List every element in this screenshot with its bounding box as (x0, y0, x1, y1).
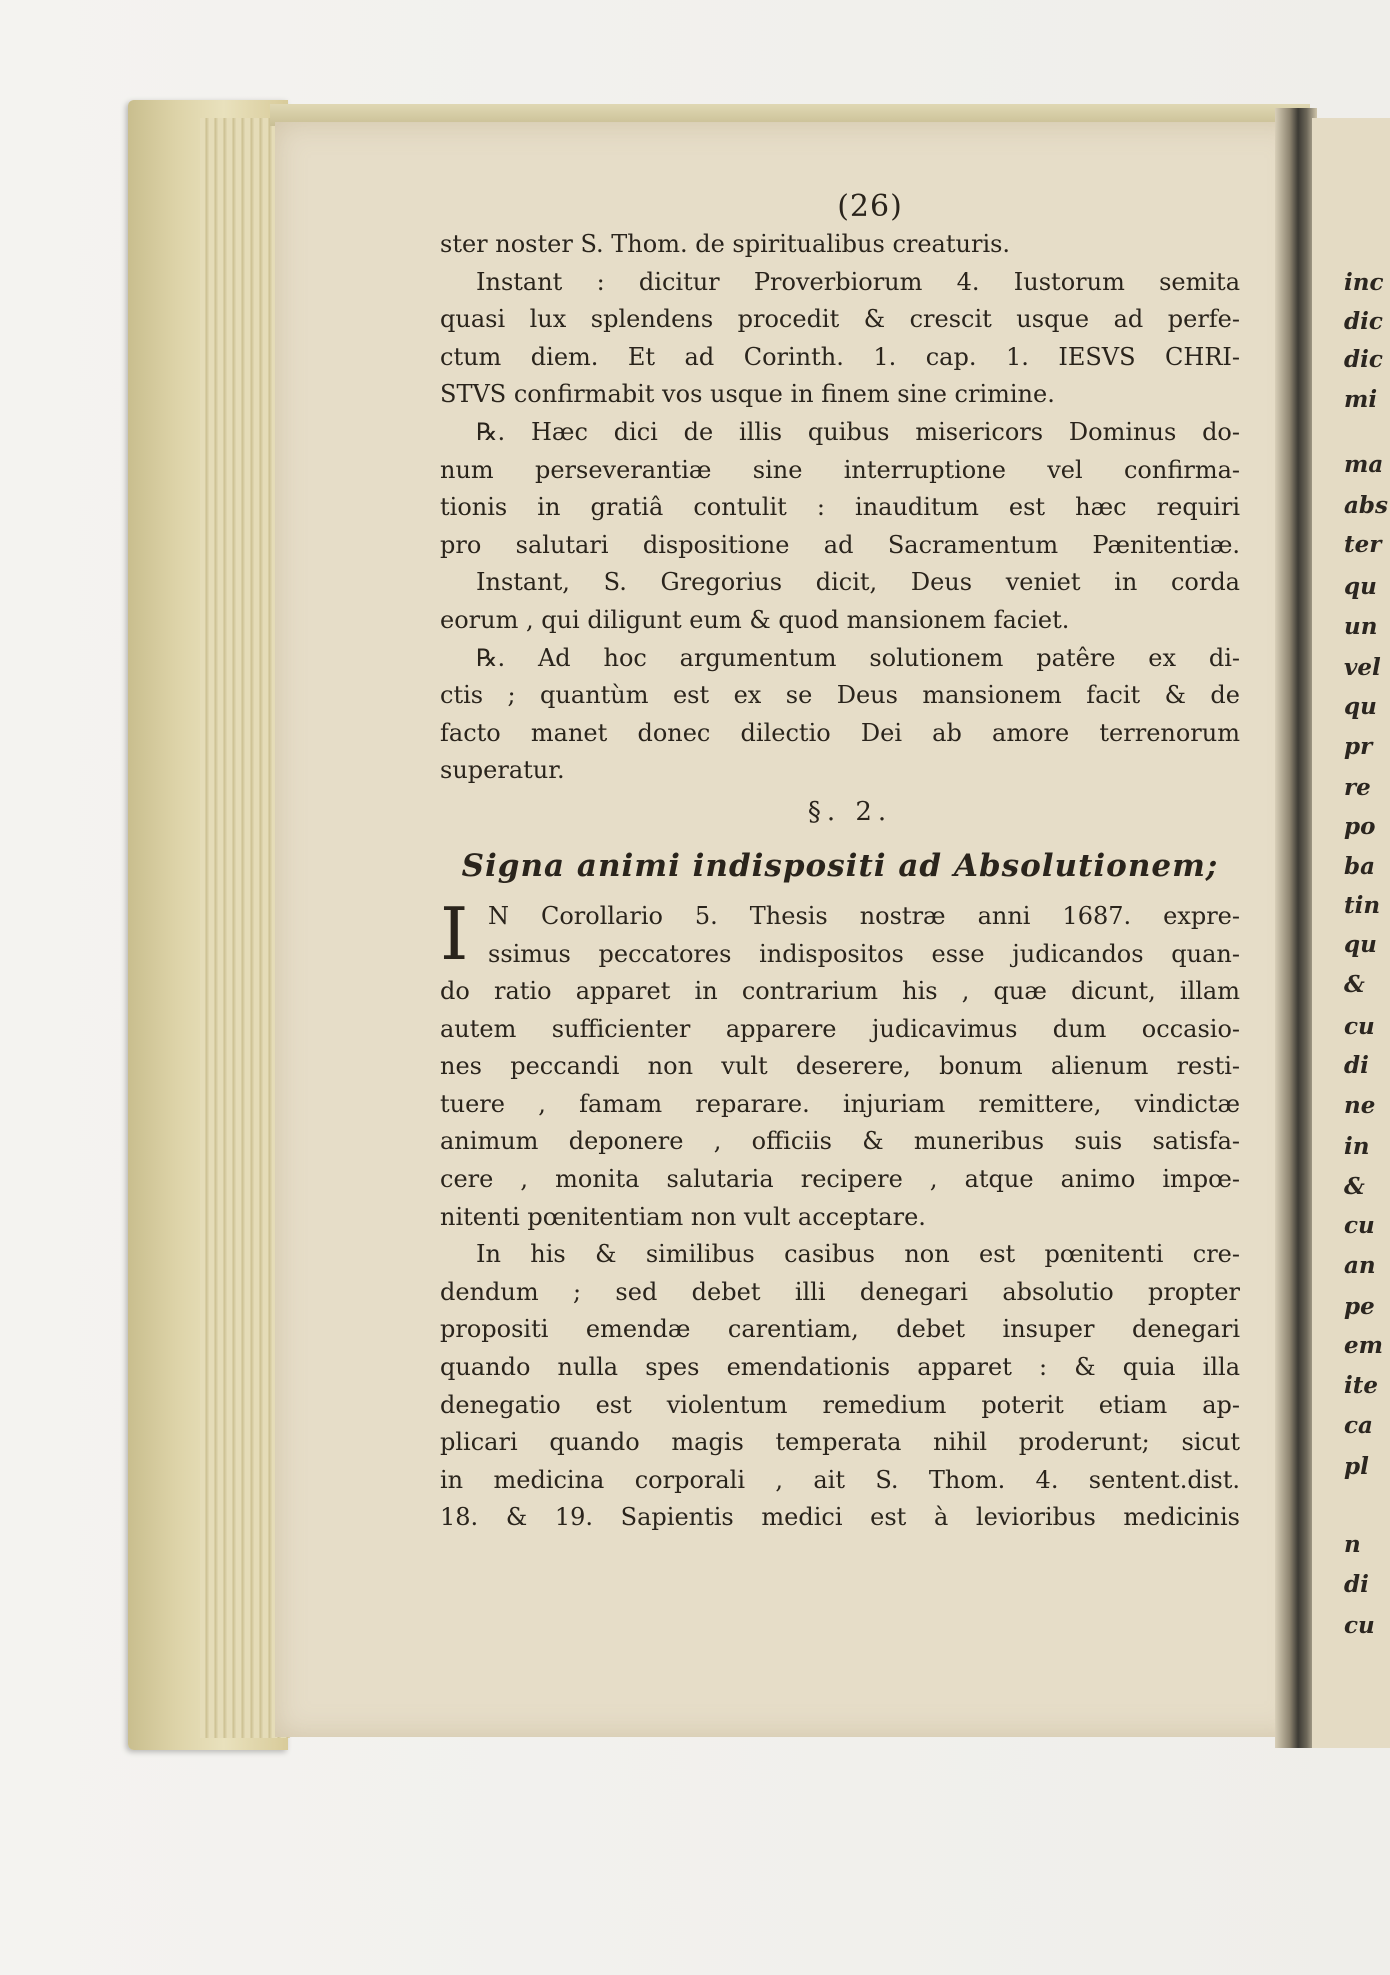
right-page-word-fragment: re (1344, 774, 1371, 801)
right-page-word-fragment: qu (1344, 573, 1377, 600)
right-page-word-fragment: n (1344, 1531, 1361, 1558)
right-page-word-fragment: un (1344, 613, 1378, 640)
text-line: quando nulla spes emendationis apparet : & quia illa (440, 1353, 1240, 1382)
text-line: ℞. Ad hoc argumentum solutionem patêre ex di- (476, 643, 1240, 672)
right-page-word-fragment: qu (1344, 693, 1377, 720)
right-page-word-fragment: dic (1344, 308, 1383, 335)
text-line: dendum ; sed debet illi denegari absolutio propter (440, 1277, 1240, 1306)
text-line: pro salutari dispositione ad Sacramentum Pænitentiæ. (440, 530, 1240, 559)
right-page-word-fragment: tin (1344, 892, 1381, 919)
right-page-word-fragment: pl (1344, 1453, 1369, 1480)
right-page-word-fragment: abs (1344, 492, 1388, 519)
text-line: ctum diem. Et ad Corinth. 1. cap. 1. IESVS CHRI- (440, 342, 1240, 371)
text-line: cere , monita salutaria recipere , atque animo impœ- (440, 1165, 1240, 1194)
text-line: superatur. (440, 756, 565, 785)
right-page-word-fragment: cu (1344, 1212, 1375, 1239)
right-page-word-fragment: ne (1344, 1092, 1376, 1119)
text-line: num perseverantiæ sine interruptione vel confirma- (440, 455, 1240, 484)
text-line: tionis in gratiâ contulit : inauditum est hæc requiri (440, 493, 1240, 522)
right-page-word-fragment: an (1344, 1252, 1376, 1279)
book-gutter (1275, 108, 1317, 1748)
right-page-word-fragment: pr (1344, 733, 1373, 760)
right-page-word-fragment: em (1344, 1332, 1383, 1359)
right-page-word-fragment: ma (1344, 451, 1384, 478)
right-page-word-fragment: po (1344, 813, 1376, 840)
text-line: STVS confirmabit vos usque in finem sine crimine. (440, 380, 1055, 409)
right-page-word-fragment: ba (1344, 853, 1375, 880)
text-line: plicari quando magis temperata nihil proderunt; sicut (440, 1428, 1240, 1457)
right-page-word-fragment: di (1344, 1052, 1369, 1079)
section-title: Signa animi indispositi ad Absolutionem; (461, 847, 1219, 884)
text-line: in medicina corporali , ait S. Thom. 4. sentent.dist. (440, 1465, 1240, 1494)
text-line: facto manet donec dilectio Dei ab amore terrenorum (440, 718, 1240, 747)
section-mark: §. 2. (807, 796, 893, 827)
text-line: animum deponere , officiis & muneribus suis satisfa- (440, 1127, 1240, 1156)
right-page-fragment (1312, 118, 1390, 1748)
text-line: propositi emendæ carentiam, debet insuper denegari (440, 1315, 1240, 1344)
right-page-word-fragment: pe (1344, 1293, 1375, 1320)
text-line: nitenti pœnitentiam non vult acceptare. (440, 1202, 926, 1231)
right-page-word-fragment: ter (1344, 531, 1382, 558)
right-page-word-fragment: qu (1344, 931, 1377, 958)
text-line: quasi lux splendens procedit & crescit usque ad perfe- (440, 305, 1240, 334)
text-line: do ratio apparet in contrarium his , quæ dicunt, illam (440, 977, 1240, 1006)
right-page-word-fragment: di (1344, 1571, 1369, 1598)
text-line: N Corollario 5. Thesis nostræ anni 1687. expre- (488, 901, 1240, 930)
right-page-word-fragment: cu (1344, 1013, 1375, 1040)
right-page-word-fragment: & (1344, 1173, 1365, 1200)
paragraphs-before-section (440, 226, 1240, 790)
text-line: autem sufficienter apparere judicavimus dum occasio- (440, 1014, 1240, 1043)
text-line: denegatio est violentum remedium poterit etiam ap- (440, 1390, 1240, 1419)
text-line: Instant : dicitur Proverbiorum 4. Iustorum semita (476, 267, 1240, 296)
right-page-word-fragment: dic (1344, 346, 1383, 373)
drop-cap: I (440, 891, 469, 976)
text-line: eorum , qui diligunt eum & quod mansionem faciet. (440, 605, 1070, 634)
text-line: Instant, S. Gregorius dicit, Deus veniet in corda (476, 568, 1240, 597)
text-line: ster noster S. Thom. de spiritualibus creaturis. (440, 230, 1011, 258)
text-line: In his & similibus casibus non est pœnitenti cre- (476, 1240, 1240, 1269)
text-line: ℞. Hæc dici de illis quibus misericors Dominus do- (476, 417, 1240, 446)
right-page-word-fragment: mi (1344, 386, 1378, 413)
text-line: ssimus peccatores indispositos esse judicandos quan- (488, 939, 1240, 968)
page-text (440, 188, 1240, 1537)
text-line: 18. & 19. Sapientis medici est à levioribus medicinis (440, 1503, 1240, 1532)
right-page-word-fragment: ca (1344, 1412, 1373, 1439)
right-page-word-fragment: ite (1344, 1372, 1378, 1399)
text-line: ctis ; quantùm est ex se Deus mansionem facit & de (440, 681, 1240, 710)
text-line: nes peccandi non vult deserere, bonum alienum resti- (440, 1052, 1240, 1081)
right-page-word-fragment: in (1344, 1133, 1370, 1160)
right-page-word-fragment: & (1344, 971, 1365, 998)
text-line: tuere , famam reparare. injuriam remittere, vindictæ (440, 1089, 1240, 1118)
paragraphs-after-section (440, 891, 1240, 1537)
right-page-word-fragment: vel (1344, 654, 1381, 681)
right-page-word-fragment: inc (1344, 269, 1384, 296)
right-page-word-fragment: cu (1344, 1612, 1375, 1639)
page-number: (26) (837, 189, 903, 224)
